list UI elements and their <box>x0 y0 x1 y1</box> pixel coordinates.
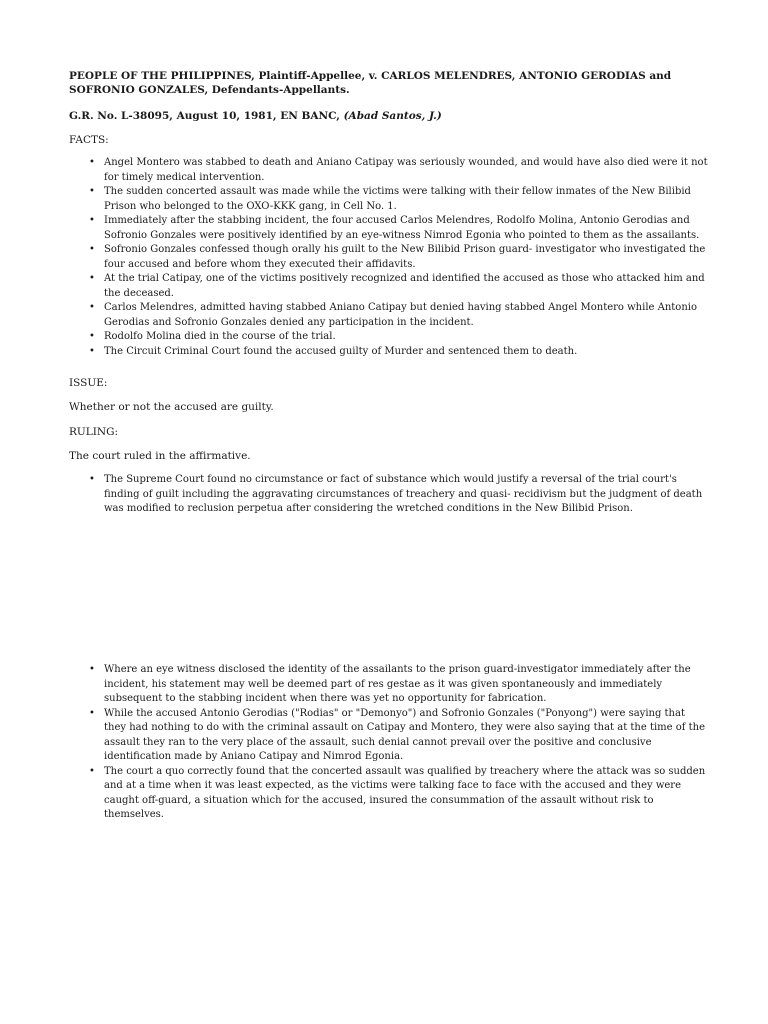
list-item <box>69 663 709 707</box>
list-item-text: Where an eye witness disclosed the identity of the assailants to the prison guard-investigator immediately after the incident, his statement may well be deemed part of res gestae as it was given spontaneously and immediately subsequent to the stabbing incident when there was yet no opportunity for fabrication. <box>104 664 691 704</box>
list-item-text: The court a quo correctly found that the concerted assault was qualified by treachery where the attack was so sudden and at a time when it was least expected, as the victims were talking face to face with the accused and they were caught off-guard, a situation which for the accused, insured the consummation of the assault without risk to themselves. <box>104 765 706 820</box>
list-item-text: While the accused Antonio Gerodias ("Rodias" or "Demonyo") and Sofronio Gonzales ("Ponyong") were saying that they had nothing to do with the criminal assault on Catipay and Montero, they were also saying that at the time of the assault they ran to the very place of the assault, such denial cannot prevail over the positive and conclusive identification made by Aniano Catipay and Nimrod Egonia. <box>104 707 706 762</box>
list-item <box>69 185 709 214</box>
list-item <box>69 272 709 301</box>
list-item <box>69 765 709 823</box>
citation-text: G.R. No. L-38095, August 10, 1981, EN BANC, <box>69 110 344 122</box>
list-item-text: The sudden concerted assault was made while the victims were talking with their fellow inmates of the New Bilibid Prison who belonged to the OXO-KKK gang, in Cell No. 1. <box>104 186 691 212</box>
bullet-icon: • <box>89 215 95 226</box>
case-citation <box>69 109 709 123</box>
list-item-text: The Supreme Court found no circumstance or fact of substance which would justify a reversal of the trial court's finding of guilt including the aggravating circumstances of treachery and quasi- recidivism but the judgment of death was modified to reclusion perpetua after considering the wretched conditions in the New Bilibid Prison. <box>104 474 703 514</box>
facts-list <box>69 156 709 359</box>
bullet-icon: • <box>89 331 95 342</box>
list-item-text: At the trial Catipay, one of the victims positively recognized and identified the accused as those who attacked him and the deceased. <box>104 273 705 299</box>
list-item <box>69 473 709 517</box>
bullet-icon: • <box>89 186 95 197</box>
bullet-icon: • <box>89 244 95 255</box>
bullet-icon: • <box>89 302 95 313</box>
ruling-list <box>69 473 709 517</box>
list-item <box>69 707 709 765</box>
ruling-heading: RULING: <box>69 426 118 438</box>
list-item <box>69 330 709 345</box>
bullet-icon: • <box>89 157 95 168</box>
list-item-text: Carlos Melendres, admitted having stabbed Aniano Catipay but denied having stabbed Angel Montero while Antonio Gerodias and Sofronio Gonzales denied any participation in the incident. <box>104 302 697 328</box>
case-title: PEOPLE OF THE PHILIPPINES, Plaintiff-Appellee, v. CARLOS MELENDRES, ANTONIO GERODIAS and SOFRONIO GONZALES, Defendants-Appellants. <box>69 70 672 96</box>
list-item-text: Angel Montero was stabbed to death and Aniano Catipay was seriously wounded, and would have also died were it not for timely medical intervention. <box>104 157 708 183</box>
facts-heading: FACTS: <box>69 134 109 146</box>
bullet-icon: • <box>89 474 95 485</box>
list-item-text: The Circuit Criminal Court found the accused guilty of Murder and sentenced them to death. <box>104 345 578 357</box>
list-item <box>69 345 709 360</box>
bullet-icon: • <box>89 273 95 284</box>
list-item <box>69 156 709 185</box>
list-item-text: Rodolfo Molina died in the course of the trial. <box>104 331 336 342</box>
ruling-list-continued <box>69 663 709 823</box>
list-item-text: Sofronio Gonzales confessed though orally his guilt to the New Bilibid Prison guard- investigator who investigated the four accused and before whom they executed their affidavits. <box>104 244 706 270</box>
issue-heading: ISSUE: <box>69 377 108 389</box>
ruling-text: The court ruled in the affirmative. <box>69 450 251 462</box>
bullet-icon: • <box>89 765 95 777</box>
list-item-text: Immediately after the stabbing incident, the four accused Carlos Melendres, Rodolfo Molina, Antonio Gerodias and Sofronio Gonzales were positively identified by an eye-witness Nimrod Egonia who pointed to them as the assailants. <box>104 215 700 241</box>
bullet-icon: • <box>89 345 95 357</box>
list-item <box>69 301 709 330</box>
list-item <box>69 243 709 272</box>
list-item <box>69 214 709 243</box>
ponente: (Abad Santos, J.) <box>343 110 442 122</box>
bullet-icon: • <box>89 664 95 675</box>
issue-text: Whether or not the accused are guilty. <box>69 401 274 413</box>
bullet-icon: • <box>89 707 95 719</box>
